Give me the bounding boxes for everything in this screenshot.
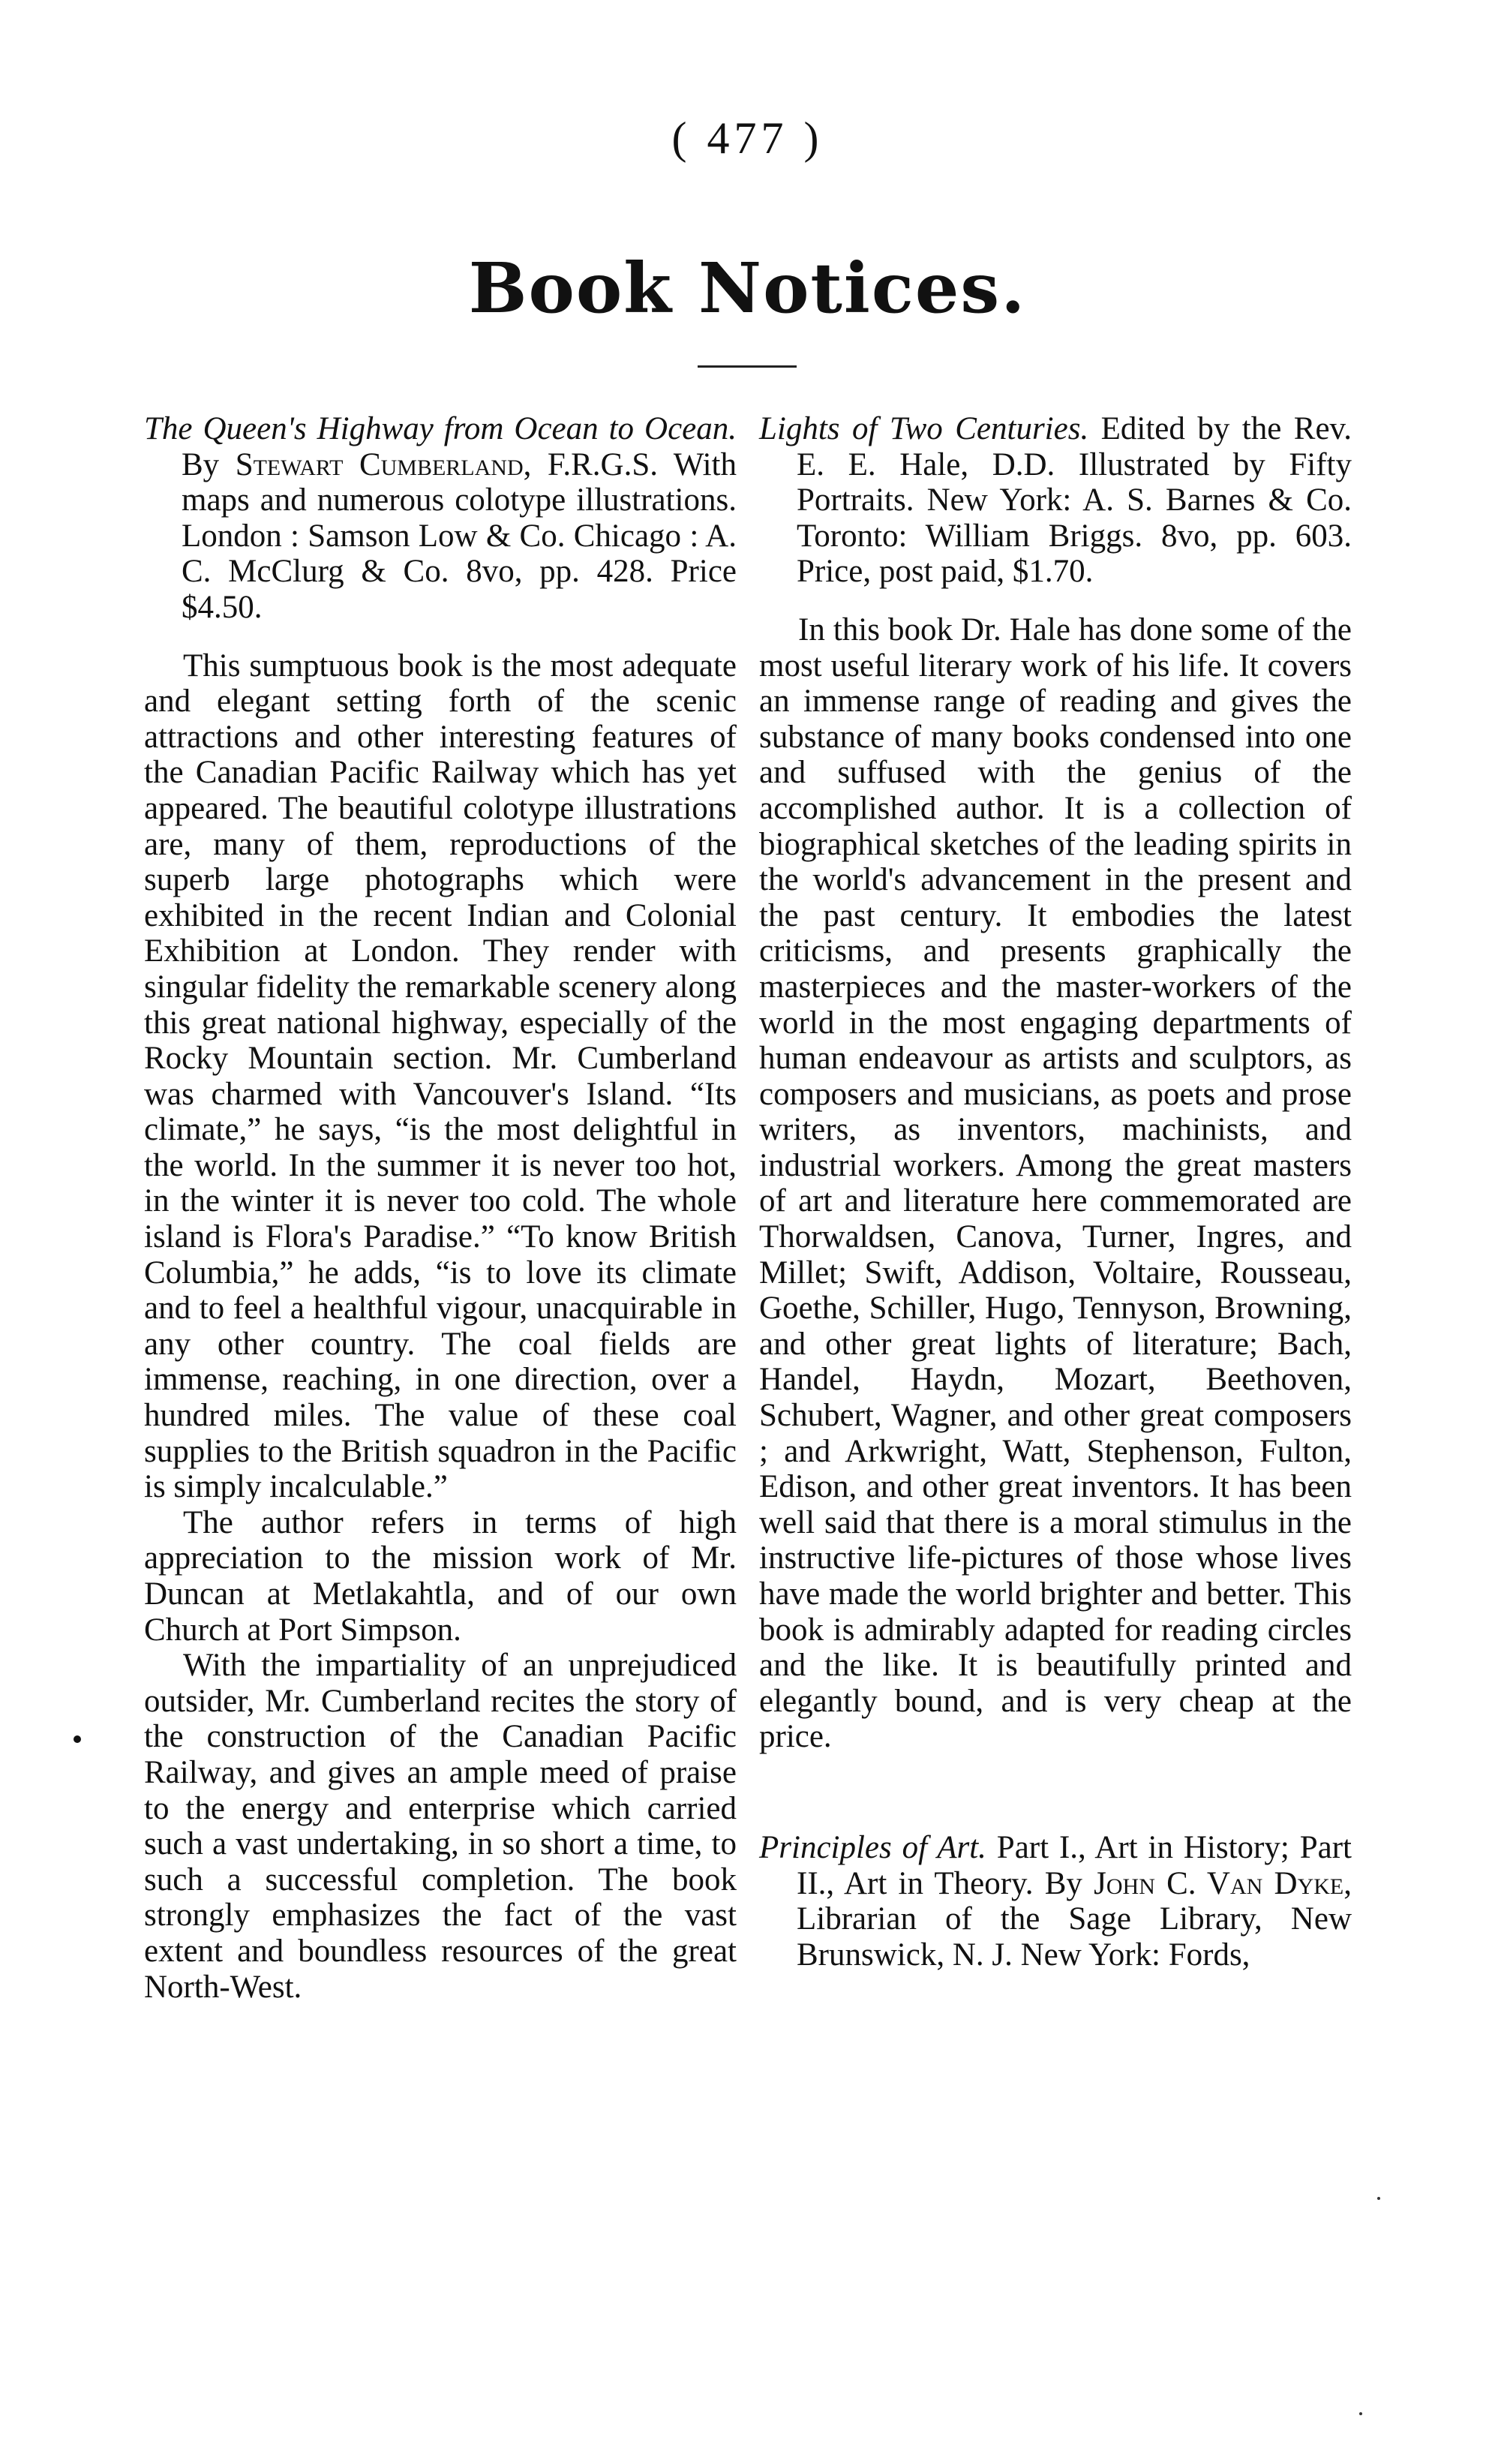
author-name: Stewart Cumberland <box>235 446 524 482</box>
book-details: , F.R.G.S. With maps and numerous colotype illustrations. London : Samson Low & Co. Chicago : A. C. McClurg & Co. 8vo, pp. 428. Price $4.50. <box>182 446 737 625</box>
review-paragraph: With the impartiality of an unprejudiced outsider, Mr. Cumberland recites the story of the construction of the Canadian Pacific Railway, and gives an ample meed of praise to the energy and enterprise which carried such a vast undertaking, in so short a time, to such a successful completion. The book strongly emphasizes the fact of the vast extent and boundless resources of the great North-West. <box>144 1648 737 2005</box>
page-number: ( 477 ) <box>671 113 824 163</box>
right-column <box>759 411 1352 1973</box>
left-column <box>144 411 737 2005</box>
book-details: Part I., Art in History; Part II., Art in Theory. By <box>797 1829 1352 1901</box>
by-label: By <box>182 446 236 482</box>
entry-lights-header <box>759 411 1352 590</box>
page-heading: Book Notices. <box>468 248 1027 329</box>
review-paragraph: This sumptuous book is the most adequate and elegant setting forth of the scenic attractions and other interesting features of the Canadian Pacific Railway which has yet appeared. The beautiful colotype illustrations are, many of them, reproductions of the superb large photographs which were exhibited in the recent Indian and Colonial Exhibition at London. They render with singular fidelity the remarkable scenery along this great national highway, especially of the Rocky Mountain section. Mr. Cumberland was charmed with Vancouver's Island. “Its climate,” he says, “is the most delightful in the world. In the summer it is never too hot, in the winter it is never too cold. The whole island is Flora's Paradise.” “To know British Columbia,” he adds, “is to love its climate and to feel a healthful vigour, unacquirable in any other country. The coal fields are immense, reaching, in one direction, over a hundred miles. The value of these coal supplies to the British squadron in the Pacific is simply incalculable.” <box>144 648 737 1505</box>
book-details: Edited by the Rev. E. E. Hale, D.D. Illustrated by Fifty Portraits. New York: A. S. Barnes & Co. Toronto: William Briggs. 8vo, pp. 603. Price, post paid, $1.70. <box>797 411 1352 590</box>
author-name: John C. Van Dyke <box>1094 1865 1344 1901</box>
spacer <box>759 590 1352 612</box>
heading-rule <box>698 365 797 368</box>
entry-queens-highway-header <box>144 411 737 626</box>
review-paragraph: In this book Dr. Hale has done some of the most useful literary work of his life. It covers an immense range of reading and gives the substance of many books condensed into one and suffused with the genius of the accomplished author. It is a collection of biographical sketches of the leading spirits in the world's advancement in the present and the past century. It embodies the latest criticisms, and presents graphically the masterpieces and the master-workers of the world in the most engaging departments of human endeavour as artists and sculptors, as composers and musicians, as poets and prose writers, as inventors, machinists, and industrial workers. Among the great masters of art and literature here commemorated are Thorwaldsen, Canova, Turner, Ingres, and Millet; Swift, Addison, Voltaire, Rousseau, Goethe, Schiller, Hugo, Tennyson, Browning, and other great lights of literature; Bach, Handel, Haydn, Mozart, Beethoven, Schubert, Wagner, and other great composers ; and Arkwright, Watt, Stephenson, Fulton, Edison, and other great inventors. It has been well said that there is a moral stimulus in the instructive life-pictures of those whose lives have made the world brighter and better. This book is admirably adapted for reading circles and the like. It is beautifully printed and elegantly bound, and is very cheap at the price. <box>759 611 1352 1755</box>
review-paragraph: The author refers in terms of high appreciation to the mission work of Mr. Duncan at Metlakahtla, and of our own Church at Port Simpson. <box>144 1504 737 1648</box>
margin-dot <box>74 1735 81 1743</box>
book-details: , Librarian of the Sage Library, New Brunswick, N. J. New York: Fords, <box>797 1865 1352 1973</box>
spacer <box>759 1755 1352 1830</box>
spacer <box>144 626 737 648</box>
book-title: The Queen's Highway from Ocean to Ocean. <box>144 411 737 446</box>
book-title: Principles of Art. <box>759 1829 986 1865</box>
book-title: Lights of Two Centuries. <box>759 411 1089 446</box>
entry-principles-header <box>759 1830 1352 1973</box>
print-speck <box>1377 2197 1380 2200</box>
print-speck <box>1359 2412 1362 2415</box>
